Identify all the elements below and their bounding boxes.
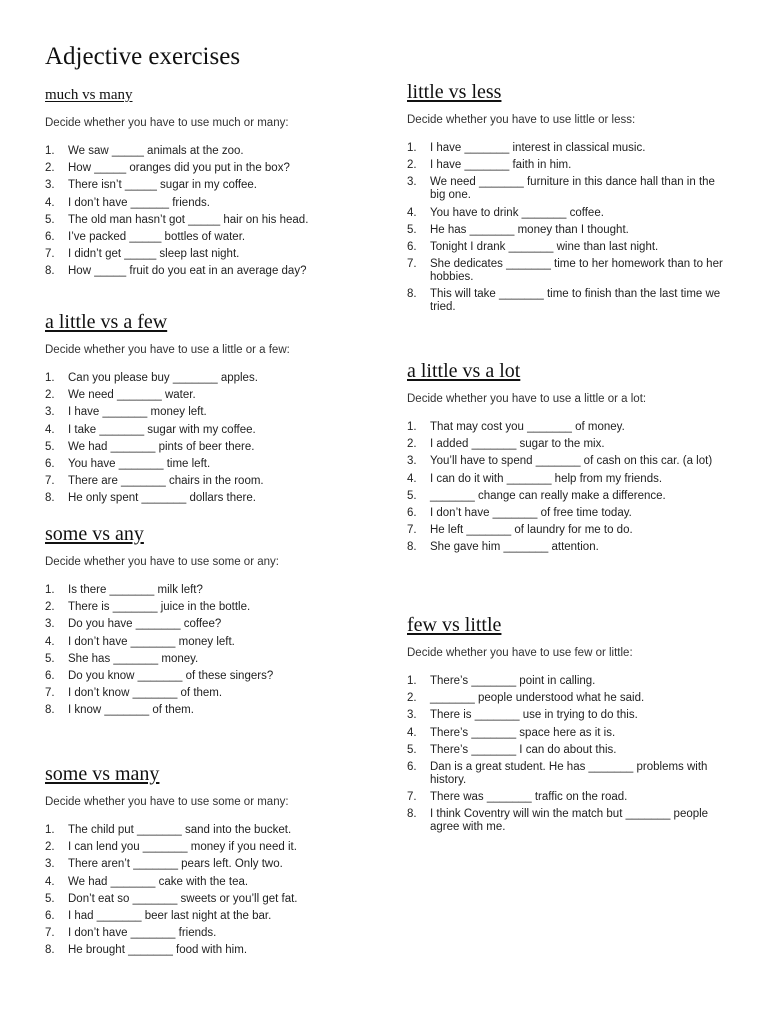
item-text: That may cost you _______ of money. [430,421,625,433]
exercise-item [45,372,365,385]
item-number: 2. [45,162,55,175]
item-number: 8. [45,492,55,505]
item-text: I’ve packed _____ bottles of water. [68,230,246,243]
item-text: She has _______ money. [68,652,199,665]
item-text: I have _______ interest in classical music. [430,142,646,154]
exercise-item [45,841,365,854]
exercise-item [45,265,365,278]
exercise-item [45,492,365,505]
item-text: I take _______ sugar with my coffee. [68,423,256,436]
section-much-vs-many [45,86,365,283]
exercise-item [45,214,365,227]
section-heading: much vs many [45,87,133,103]
exercise-item [45,389,365,402]
item-text: We need _______ furniture in this dance hall than in the big one. [430,176,715,202]
item-number: 4. [407,206,417,219]
item-text: She dedicates _______ time to her homework than to her hobbies. [430,258,723,284]
item-text: She gave him _______ attention. [430,541,599,554]
exercise-item [407,761,732,787]
exercise-item [407,791,732,804]
exercise-item [45,197,365,210]
item-text: There isn’t _____ sugar in my coffee. [68,179,258,192]
section-a-little-vs-a-lot [407,358,732,559]
item-text: We saw _____ animals at the zoo. [68,145,244,157]
item-number: 5. [407,489,417,502]
item-number: 2. [407,692,417,705]
item-number: 1. [45,584,55,596]
exercise-item [45,618,365,631]
item-number: 6. [45,909,55,922]
exercise-item [45,145,365,158]
item-number: 4. [45,423,55,436]
exercise-item [45,653,365,666]
item-text: I don’t have _______ friends. [68,927,217,940]
item-number: 5. [45,652,55,665]
item-number: 2. [45,389,55,402]
item-number: 1. [45,145,55,157]
section-instruction: Decide whether you have to use some or many: [45,796,289,808]
item-number: 3. [407,455,417,468]
page-title: Adjective exercises [45,43,241,70]
exercise-list [45,584,365,717]
item-number: 7. [407,791,417,804]
exercise-item [45,636,365,649]
section-heading: little vs less [407,81,502,103]
section-instruction: Decide whether you have to use little or less: [407,114,636,126]
item-text: I added _______ sugar to the mix. [430,438,605,451]
section-some-vs-many [45,761,365,962]
exercise-item [407,727,732,740]
item-number: 3. [45,618,55,631]
item-number: 4. [407,726,417,739]
exercise-item [45,584,365,597]
exercise-item [45,424,365,437]
section-instruction: Decide whether you have to use few or little: [407,647,633,659]
exercise-item [45,441,365,454]
item-text: You have _______ time left. [68,457,211,470]
exercise-item [45,601,365,614]
exercise-list [45,145,365,278]
item-number: 6. [45,457,55,470]
exercise-item [45,231,365,244]
item-number: 6. [407,760,417,773]
item-text: I can lend you _______ money if you need it. [68,841,297,854]
exercise-item [45,475,365,488]
item-number: 8. [407,288,417,301]
exercise-item [45,670,365,683]
exercise-item [45,458,365,471]
item-text: You have to drink _______ coffee. [430,206,604,219]
exercise-item [407,176,732,202]
item-number: 8. [407,541,417,554]
item-text: Is there _______ milk left? [68,584,203,596]
exercise-item [45,162,365,175]
exercise-item [407,207,732,220]
item-number: 6. [407,240,417,253]
item-number: 1. [45,372,55,384]
item-text: Can you please buy _______ apples. [68,372,258,384]
item-text: How _____ oranges did you put in the box? [68,162,290,175]
item-number: 7. [45,687,55,700]
exercise-list [45,372,365,505]
item-text: He left _______ of laundry for me to do. [430,524,633,537]
section-instruction: Decide whether you have to use a little or a few: [45,344,290,356]
exercise-item [45,893,365,906]
item-number: 2. [45,841,55,854]
section-instruction: Decide whether you have to use much or many: [45,117,289,129]
exercise-item [407,490,732,503]
section-a-little-vs-a-few [45,309,365,510]
exercise-item [407,224,732,237]
exercise-item [45,248,365,261]
exercise-item [45,704,365,717]
exercise-item [407,288,732,314]
item-text: This will take _______ time to finish than the last time we tried. [430,288,721,314]
exercise-item [45,687,365,700]
exercise-item [45,927,365,940]
exercise-item [407,675,732,688]
item-number: 5. [45,892,55,905]
item-number: 8. [45,265,55,278]
exercise-list [45,824,365,957]
item-number: 1. [45,824,55,836]
exercise-item [407,541,732,554]
item-number: 5. [407,743,417,756]
item-number: 1. [407,142,417,154]
item-number: 6. [45,669,55,682]
item-text: I had _______ beer last night at the bar. [68,909,272,922]
item-text: I don’t have ______ friends. [68,196,210,209]
item-number: 1. [407,421,417,433]
item-text: The child put _______ sand into the bucket. [68,824,292,836]
item-text: He only spent _______ dollars there. [68,492,256,505]
exercise-item [45,944,365,957]
exercise-item [45,824,365,837]
item-text: Dan is a great student. He has _______ problems with history. [430,760,708,786]
item-number: 2. [407,438,417,451]
exercise-item [407,524,732,537]
exercise-list [407,421,732,554]
item-text: _______ change can really make a difference. [430,489,666,502]
item-text: We need _______ water. [68,389,196,402]
item-number: 2. [45,601,55,614]
item-number: 3. [45,858,55,871]
item-number: 1. [407,675,417,687]
item-number: 6. [407,506,417,519]
section-heading: some vs any [45,523,144,545]
item-number: 7. [45,248,55,261]
exercise-item [45,406,365,419]
exercise-item [407,709,732,722]
section-few-vs-little [407,612,732,839]
item-text: I don’t know _______ of them. [68,687,223,700]
exercise-item [45,876,365,889]
item-text: We had _______ pints of beer there. [68,440,255,453]
item-number: 4. [45,635,55,648]
exercise-item [45,858,365,871]
item-text: There is _______ use in trying to do this. [430,709,638,722]
item-text: There was _______ traffic on the road. [430,791,628,804]
item-text: _______ people understood what he said. [430,692,645,705]
exercise-item [45,910,365,923]
item-number: 3. [45,179,55,192]
item-text: How _____ fruit do you eat in an average day? [68,265,307,278]
item-text: He brought _______ food with him. [68,944,248,957]
item-number: 7. [407,258,417,271]
exercise-item [407,241,732,254]
section-instruction: Decide whether you have to use some or any: [45,556,279,568]
exercise-item [407,744,732,757]
section-little-vs-less [407,79,732,319]
exercise-item [45,179,365,192]
section-heading: a little vs a lot [407,360,521,382]
item-text: There’s _______ point in calling. [430,675,596,687]
section-instruction: Decide whether you have to use a little or a lot: [407,393,647,405]
item-text: I know _______ of them. [68,704,194,717]
section-heading: a little vs a few [45,311,168,333]
exercise-item [407,142,732,155]
exercise-item [407,507,732,520]
item-text: You’ll have to spend _______ of cash on this car. (a lot) [430,455,713,468]
item-text: Don’t eat so _______ sweets or you’ll get fat. [68,892,298,905]
exercise-item [407,455,732,468]
item-number: 8. [407,808,417,821]
item-number: 5. [45,213,55,226]
section-heading: few vs little [407,614,502,636]
item-text: There’s _______ space here as it is. [430,726,616,739]
item-text: There are _______ chairs in the room. [68,475,264,488]
item-text: I think Coventry will win the match but _______ people agree with me. [430,808,709,834]
item-number: 8. [45,944,55,957]
exercise-item [407,438,732,451]
item-text: There is _______ juice in the bottle. [68,601,251,614]
exercise-item [407,258,732,284]
item-text: I have _______ money left. [68,406,207,419]
item-number: 2. [407,159,417,172]
item-text: I didn’t get _____ sleep last night. [68,248,240,261]
item-text: We had _______ cake with the tea. [68,875,249,888]
exercise-list [407,142,732,314]
item-text: There’s _______ I can do about this. [430,743,617,756]
item-number: 7. [45,475,55,488]
section-some-vs-any [45,521,365,722]
item-text: I don’t have _______ money left. [68,635,235,648]
exercise-item [407,421,732,434]
exercise-item [407,692,732,705]
item-text: I can do it with _______ help from my friends. [430,472,663,485]
item-text: There aren’t _______ pears left. Only two. [68,858,283,871]
item-number: 5. [407,223,417,236]
item-text: The old man hasn’t got _____ hair on his head. [68,213,309,226]
exercise-item [407,159,732,172]
item-text: Do you know _______ of these singers? [68,669,274,682]
item-text: Tonight I drank _______ wine than last night. [430,240,659,253]
exercise-item [407,808,732,834]
item-number: 7. [407,524,417,537]
item-number: 3. [45,406,55,419]
item-number: 8. [45,704,55,717]
item-number: 4. [45,196,55,209]
exercise-list [407,675,732,834]
section-heading: some vs many [45,763,160,785]
item-number: 4. [407,472,417,485]
item-number: 3. [407,176,417,189]
item-text: I don’t have _______ of free time today. [430,506,632,519]
item-text: Do you have _______ coffee? [68,618,222,631]
item-text: He has _______ money than I thought. [430,223,629,236]
item-number: 7. [45,927,55,940]
item-number: 6. [45,230,55,243]
item-number: 4. [45,875,55,888]
item-number: 3. [407,709,417,722]
exercise-item [407,473,732,486]
item-number: 5. [45,440,55,453]
item-text: I have _______ faith in him. [430,159,572,172]
